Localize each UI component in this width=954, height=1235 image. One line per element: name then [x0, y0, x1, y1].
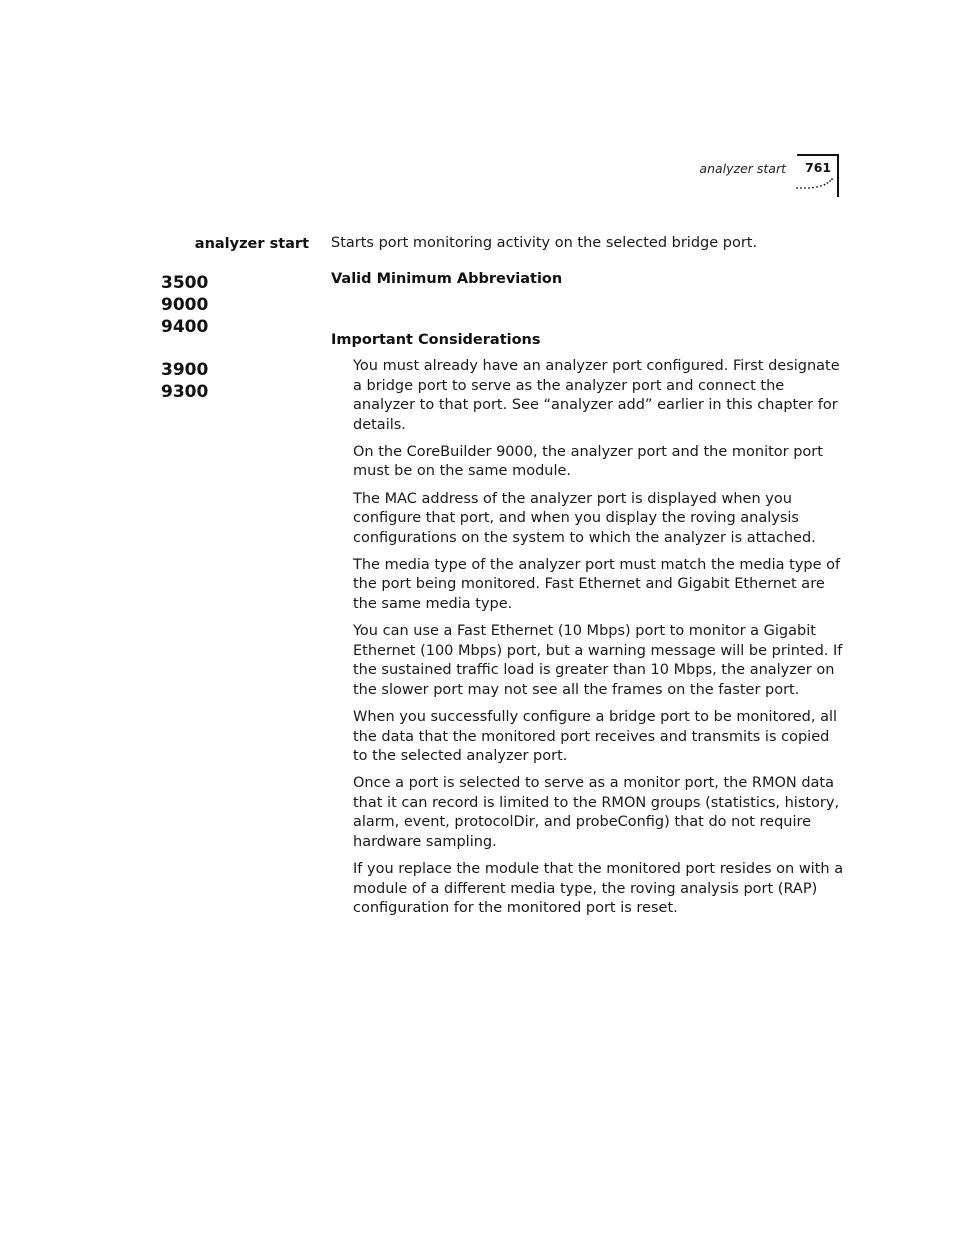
platform-group [161, 272, 208, 338]
consideration-paragraph: If you replace the module that the monitored port resides on with a module of a different media type, the roving analysis port (RAP) configuration for the monitored port is reset. [353, 861, 844, 917]
platform-number: 9400 [161, 317, 209, 337]
considerations-heading: Important Considerations [331, 332, 541, 348]
platform-number: 9300 [161, 382, 209, 402]
page-number: 761 [805, 160, 832, 175]
command-name: analyzer start [194, 236, 309, 252]
consideration-paragraph: Once a port is selected to serve as a monitor port, the RMON data that it can record is limited to the RMON groups (statistics, history, alarm, event, protocolDir, and probeConfig) that do not require hardware sampling. [353, 775, 840, 851]
running-title: analyzer start [699, 161, 786, 176]
consideration-paragraph: When you successfully configure a bridge port to be monitored, all the data that the monitored port receives and transmits is copied to the selected analyzer port. [353, 709, 838, 765]
command-summary: Starts port monitoring activity on the selected bridge port. [331, 235, 758, 251]
platform-number: 3900 [161, 360, 209, 380]
corner-rule-horizontal [797, 154, 839, 156]
consideration-paragraph: You can use a Fast Ethernet (10 Mbps) port to monitor a Gigabit Ethernet (100 Mbps) port, but a warning message will be printed. If the sustained traffic load is greater than 10 Mbps, the analyzer on the slower port may not see all the frames on the faster port. [353, 623, 843, 698]
consideration-paragraph: The MAC address of the analyzer port is displayed when you configure that port, and when you display the roving analysis configurations on the system to which the analyzer is attached. [353, 490, 816, 546]
consideration-paragraph: The media type of the analyzer port must match the media type of the port being monitored. Fast Ethernet and Gigabit Ethernet are the same media type. [353, 556, 841, 613]
platform-group [161, 359, 208, 403]
corner-dots-decoration [795, 178, 839, 192]
consideration-paragraph: On the CoreBuilder 9000, the analyzer port and the monitor port must be on the same module. [353, 443, 823, 480]
platform-number: 3500 [161, 273, 209, 293]
abbreviation-heading: Valid Minimum Abbreviation [331, 271, 563, 287]
consideration-paragraph: You must already have an analyzer port configured. First designate a bridge port to serve as the analyzer port and connect the analyzer to that port. See “analyzer add” earlier in this chapter for details. [353, 358, 840, 433]
considerations-body [353, 357, 845, 926]
platform-list [161, 272, 208, 424]
platform-number: 9000 [161, 295, 209, 315]
